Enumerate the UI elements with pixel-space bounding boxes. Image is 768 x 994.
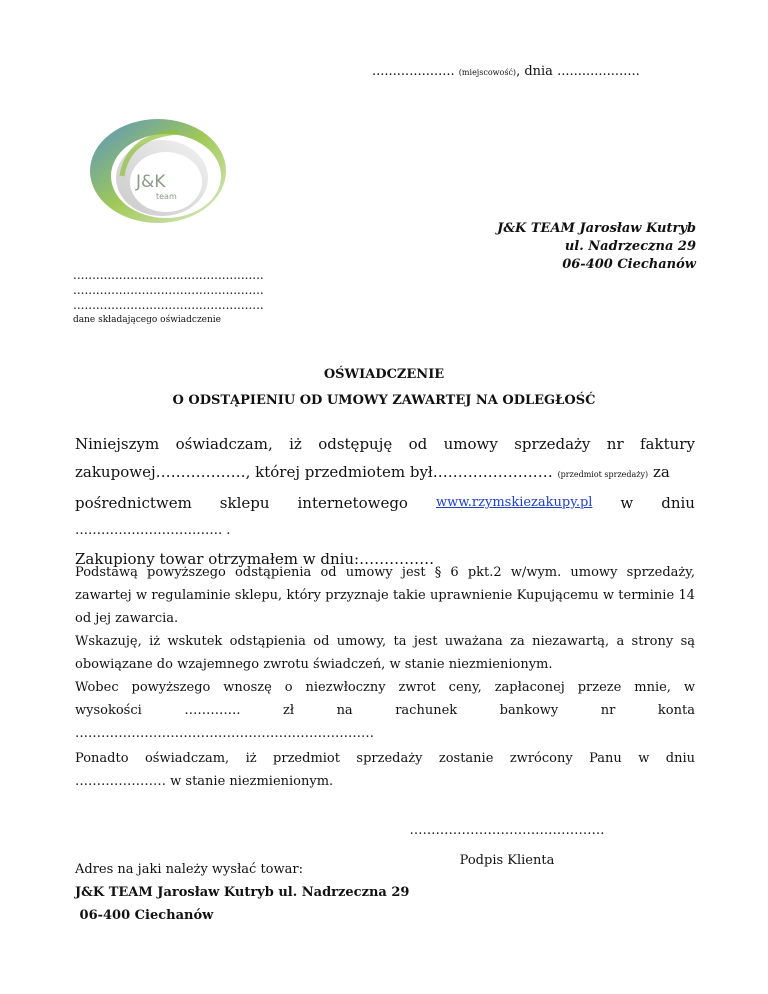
place-caption: (miejscowość) (458, 68, 517, 77)
word: bankowy (499, 703, 559, 718)
word: wysokości (75, 703, 142, 718)
sender-caption: dane składającego oświadczenie (73, 315, 222, 325)
word: od (408, 435, 428, 453)
document-subtitle: O ODSTĄPIENIU OD UMOWY ZAWARTEJ NA ODLEGŁOŚĆ (172, 393, 596, 408)
word: pośrednictwem (75, 494, 192, 512)
word: nr (606, 435, 624, 453)
place-date-line (372, 64, 640, 79)
received-date-line: Zakupiony towar otrzymałem w dniu:…………… (75, 550, 435, 568)
basis-paragraph-4-row-1: Ponadto oświadczam, iż przedmiot sprzedaży zostanie zwrócony Panu w dniu (75, 751, 695, 766)
word: …………. (184, 703, 241, 718)
document-title: OŚWIADCZENIE (323, 367, 445, 382)
word: konta (657, 703, 695, 718)
subject-caption: (przedmiot sprzedaży) (557, 470, 649, 479)
logo-rings-icon (78, 116, 248, 226)
word: sklepu (219, 494, 270, 512)
word: za (648, 463, 670, 481)
place-dots: .................... (372, 64, 455, 79)
word: rachunek (395, 703, 458, 718)
word: internetowego (297, 494, 408, 512)
company-name: J&K TEAM Jarosław Kutryb (497, 221, 696, 236)
sender-line-2: .................................................. (73, 283, 264, 297)
word: nr (600, 703, 616, 718)
basis-paragraph-3-row-1: Wobec powyższego wnoszę o niezwłoczny zwrot ceny, zapłaconej przeze mnie, w (75, 680, 695, 695)
company-city: 06-400 Ciechanów (562, 257, 696, 272)
logo-subtext: team (156, 192, 177, 201)
date-prefix: , dnia (516, 64, 553, 79)
signature-label: Podpis Klienta (459, 853, 555, 868)
company-address (497, 220, 696, 274)
word: umowy (443, 435, 498, 453)
signature-block (400, 816, 614, 876)
date-dots: .................... (557, 64, 640, 79)
declaration-row-4: ……………………………. . (75, 523, 231, 538)
basis-paragraph-1: Podstawą powyższego odstąpienia od umowy jest § 6 pkt.2 w/wym. umowy sprzedaży, zawartej w regulaminie sklepu, który przyznaje takie uprawnienie Kupującemu w terminie 14 od jej zawarcia. (75, 565, 695, 626)
declaration-row-2 (75, 458, 695, 489)
basis-paragraph-4-row-2: ………………… w stanie niezmienionym. (75, 774, 334, 789)
word: oświadczam, (175, 435, 273, 453)
word: faktury (640, 435, 695, 453)
subject-text: zakupowej………………, której przedmiotem był…………………… (75, 463, 558, 481)
logo-text: J&K (136, 172, 166, 192)
company-street: ul. Nadrzeczna 29 (564, 239, 696, 254)
signature-dots: ……………………………………… (409, 823, 605, 838)
shipping-line-2: 06-400 Ciechanów (75, 908, 214, 923)
sender-line-1: .................................................. (73, 268, 264, 282)
company-logo (78, 116, 248, 226)
shipping-line-1: J&K TEAM Jarosław Kutryb ul. Nadrzeczna 29 (75, 885, 410, 900)
account-number-dots: …………………………………………………………… (75, 726, 374, 741)
shipping-block (75, 858, 409, 927)
declaration-paragraph (75, 430, 695, 573)
basis-block (75, 561, 695, 793)
basis-paragraph-3-row-2 (75, 699, 695, 722)
basis-paragraph-2: Wskazuję, iż wskutek odstąpienia od umowy, ta jest uważana za niezawartą, a strony są obowiązane do wzajemnego zwrotu świadczeń, w stanie niezmienionym. (75, 634, 695, 672)
sender-line-3: .................................................. (73, 298, 264, 312)
word: iż (289, 435, 302, 453)
shop-link[interactable]: www.rzymskiezakupy.pl (435, 495, 593, 510)
word: w (620, 494, 634, 512)
declaration-row-3 (75, 489, 695, 517)
shipping-label: Adres na jaki należy wysłać towar: (75, 862, 303, 877)
word: odstępuję (318, 435, 393, 453)
declaration-row-1 (75, 430, 695, 458)
word: zł (282, 703, 295, 718)
word: dniu (661, 494, 695, 512)
word: na (336, 703, 353, 718)
sender-block (73, 268, 264, 328)
word: Niniejszym (75, 435, 160, 453)
word: sprzedaży (514, 435, 591, 453)
